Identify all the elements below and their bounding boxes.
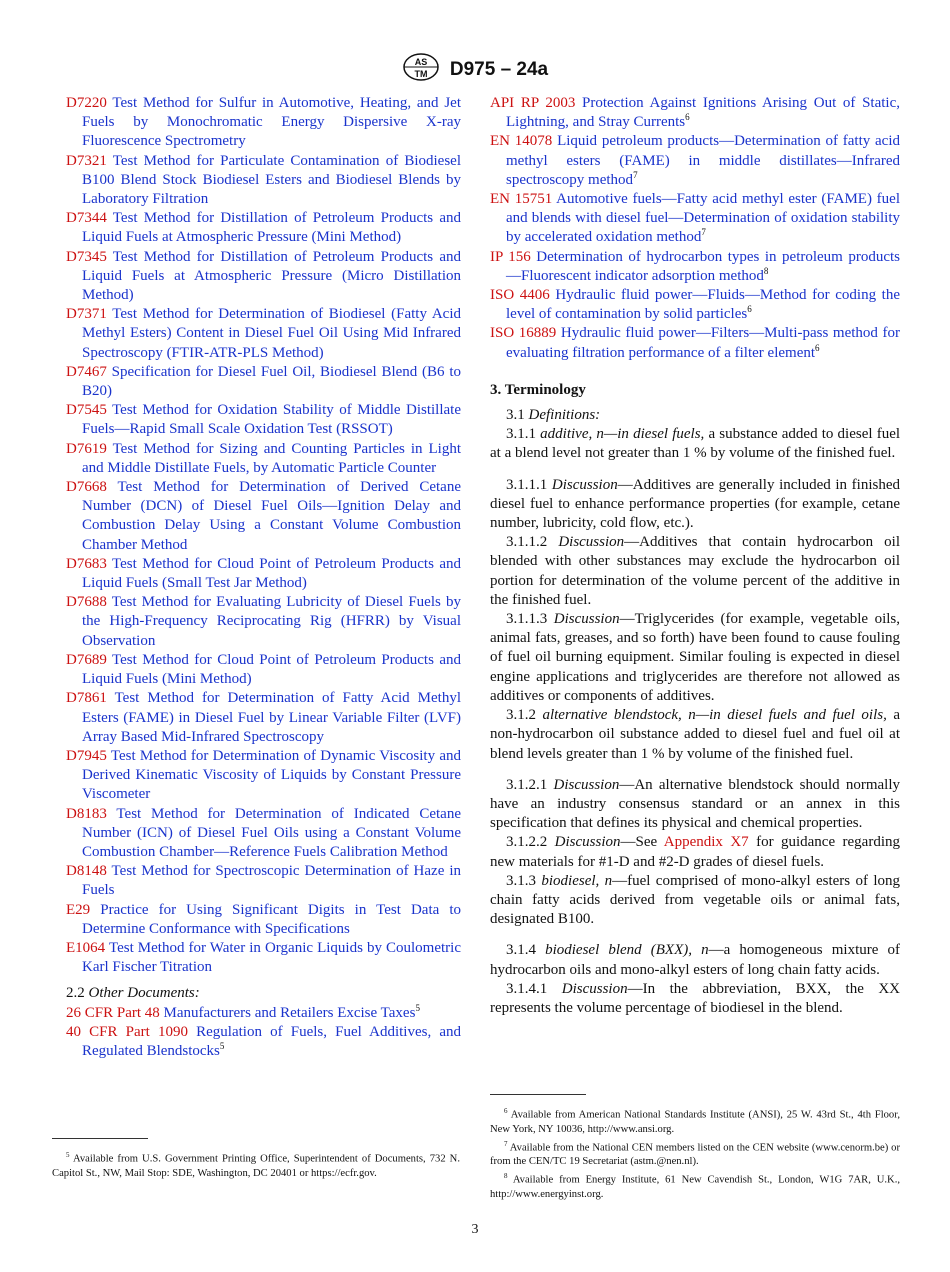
reference-item [66, 478, 461, 555]
reference-code-link[interactable]: D8183 [66, 805, 107, 822]
reference-title-link[interactable]: Test Method for Determination of Fatty Acid Methyl Esters (FAME) in Diesel Fuel by Linear Variable Filter (LVF) Array Based Mid-Infrared Spectroscopy [82, 690, 461, 745]
para-3-1-1-1: 3.1.1.1 Discussion—Additives are generally included in finished diesel fuel to enhance performance properties (for example, cetane number, lubricity, cold flow, etc.). [490, 476, 900, 532]
footnote-number: 7 [504, 1139, 508, 1148]
reference-item [66, 555, 461, 593]
reference-item [490, 286, 900, 324]
reference-title-link[interactable]: Test Method for Sizing and Counting Particles in Light and Middle Distillate Fuels, by Automatic Particle Counter [82, 440, 461, 476]
referenced-documents-list [66, 94, 461, 977]
astm-logo [402, 52, 440, 87]
reference-code-link[interactable]: D7945 [66, 747, 107, 764]
footnote-number: 6 [504, 1107, 508, 1115]
reference-code-link[interactable]: EN 14078 [490, 133, 553, 150]
reference-item [66, 901, 461, 939]
other-documents-heading [66, 984, 461, 1003]
reference-item [66, 440, 461, 478]
other-documents-num: 2.2 [66, 985, 85, 1002]
para-3-1-2: 3.1.2 alternative blendstock, n—in diesel fuels and fuel oils, a non-hydrocarbon oil substance added to diesel fuel and fuel oil at blend levels greater than 1 % by volume of the finished fuel. [490, 707, 900, 762]
reference-code-link[interactable]: D7345 [66, 248, 107, 265]
footnote [490, 1169, 900, 1202]
reference-item [66, 1004, 461, 1023]
reference-title-link[interactable]: Test Method for Determination of Biodiesel (Fatty Acid Methyl Esters) Content in Diesel Fuel Oil Using Mid Infrared Spectroscopy (FTIR-ATR-PLS Method) [82, 306, 461, 361]
footnotes-right [490, 1104, 900, 1202]
reference-code-link[interactable]: 40 CFR Part 1090 [66, 1023, 188, 1040]
reference-title-link[interactable]: Test Method for Particulate Contamination of Biodiesel B100 Blend Stock Biodiesel Esters and Biodiesel Blends by Laboratory Filtration [82, 152, 462, 208]
footnote-number: 8 [504, 1172, 508, 1181]
reference-item [66, 689, 461, 747]
reference-code-link[interactable]: D7220 [66, 95, 107, 111]
reference-code-link[interactable]: D7688 [66, 594, 107, 611]
reference-item [66, 805, 461, 863]
reference-item [66, 363, 461, 401]
reference-code-link[interactable]: 26 CFR Part 48 [66, 1004, 160, 1021]
reference-title-link[interactable]: Test Method for Determination of Derived Cetane Number (DCN) of Diesel Fuel Oils—Ignition Delay and Combustion Delay Using a Constant Volume Combustion Chamber Method [82, 479, 461, 553]
footnote-rule-right [490, 1094, 586, 1095]
reference-code-link[interactable]: ISO 4406 [490, 287, 550, 304]
footnote [490, 1137, 900, 1170]
other-documents-label: Other Documents: [88, 985, 200, 1002]
reference-item [66, 248, 461, 306]
reference-item [66, 651, 461, 689]
para-3-1-1: 3.1.1 additive, n—in diesel fuels, a substance added to diesel fuel at a blend level not greater than 1 % by volume of the finished fuel. [490, 426, 901, 462]
footnote-marker: 6 [747, 304, 752, 315]
svg-text:TM: TM [414, 69, 428, 79]
reference-item [490, 94, 900, 132]
other-standards-list [490, 94, 900, 363]
reference-title-link[interactable]: Test Method for Oxidation Stability of Middle Distillate Fuels—Rapid Small Scale Oxidation Test (RSSOT) [82, 402, 462, 438]
reference-code-link[interactable]: D7668 [66, 479, 107, 496]
footnote-text: Available from American National Standards Institute (ANSI), 25 W. 43rd St., 4th Floor, New York, NY 10036, http://www.ansi.org. [490, 1109, 900, 1135]
footnote [490, 1104, 900, 1137]
reference-code-link[interactable]: D7861 [66, 690, 107, 707]
footnote-marker: 6 [685, 112, 690, 123]
para-3-1-4-1: 3.1.4.1 Discussion—In the abbreviation, BXX, the XX represents the volume percentage of biodiesel in the blend. [490, 980, 901, 1016]
reference-title-link[interactable]: Liquid petroleum products—Determination of fatty acid methyl esters (FAME) in middle distillates—Infrared spectroscopy method [506, 133, 901, 188]
reference-code-link[interactable]: D7619 [66, 440, 107, 457]
reference-title-link[interactable]: Test Method for Water in Organic Liquids by Coulometric Karl Fischer Titration [82, 939, 461, 976]
reference-item [490, 190, 900, 248]
other-documents-list [66, 1004, 461, 1062]
reference-title-link[interactable]: Practice for Using Significant Digits in Test Data to Determine Conformance with Specifications [82, 901, 461, 937]
para-3-1: 3.1 Definitions: [506, 407, 601, 424]
reference-code-link[interactable]: API RP 2003 [490, 95, 576, 111]
terminology-heading: 3. Terminology [490, 381, 586, 398]
reference-code-link[interactable]: D7545 [66, 402, 107, 419]
reference-item [66, 862, 461, 900]
reference-code-link[interactable]: D7689 [66, 651, 107, 668]
reference-item [66, 1023, 461, 1061]
footnote-marker: 7 [633, 169, 638, 180]
svg-text:AS: AS [414, 57, 428, 67]
appendix-x7-link[interactable]: Appendix X7 [663, 834, 749, 851]
reference-item [66, 94, 461, 152]
reference-title-link[interactable]: Test Method for Cloud Point of Petroleum Products and Liquid Fuels (Small Test Jar Method) [82, 555, 461, 592]
reference-title-link[interactable]: Automotive fuels—Fatty acid methyl ester (FAME) fuel and blends with diesel fuel—Determination of oxidation stability by accelerated oxidation method [506, 191, 900, 246]
left-column [66, 94, 461, 1061]
reference-title-link[interactable]: Test Method for Determination of Indicated Cetane Number (ICN) of Diesel Fuel Oils using a Constant Volume Combustion Chamber—Reference Fuels Calibration Method [82, 805, 461, 860]
footnote [52, 1148, 460, 1181]
footnote-text: Available from U.S. Government Printing Office, Superintendent of Documents, 732 N. Capitol St., NW, Mail Stop: SDE, Washington, DC 20401 or https://ecfr.gov. [52, 1153, 460, 1179]
reference-title-link[interactable]: Test Method for Spectroscopic Determination of Haze in Fuels [82, 863, 461, 899]
reference-code-link[interactable]: IP 156 [490, 248, 531, 265]
footnote-marker: 6 [815, 342, 820, 353]
para-3-1-2-1: 3.1.2.1 Discussion—An alternative blendstock should normally have an industry consensus standard or an annex in this specification that defines its physical and chemical properties. [490, 776, 901, 832]
reference-item [490, 324, 900, 362]
reference-item [66, 305, 461, 363]
reference-title-link[interactable]: Determination of hydrocarbon types in petroleum products—Fluorescent indicator adsorption method [506, 248, 900, 284]
para-3-1-1-3: 3.1.1.3 Discussion—Triglycerides (for example, vegetable oils, animal fats, greases, and so forth) have been found to cause fouling of fuel oil burning equipment. Similar fouling is expected in diesel engine applications and triglycerides are therefore not allowed as additives or components of additives. [490, 611, 901, 704]
reference-title-link[interactable]: Test Method for Evaluating Lubricity of Diesel Fuels by the High-Frequency Reciprocating Rig (HFRR) by Visual Observation [82, 594, 461, 649]
reference-title-link[interactable]: Test Method for Sulfur in Automotive, Heating, and Jet Fuels by Monochromatic Energy Dispersive X-ray Fluorescence Spectrometry [82, 95, 461, 150]
reference-title-link[interactable]: Test Method for Cloud Point of Petroleum Products and Liquid Fuels (Mini Method) [82, 651, 461, 688]
reference-code-link[interactable]: E29 [66, 901, 91, 918]
para-3-1-4: 3.1.4 biodiesel blend (BXX), n—a homogeneous mixture of hydrocarbon oils and mono-alkyl esters of long chain fatty acids. [490, 942, 900, 978]
reference-title-link[interactable]: Test Method for Distillation of Petroleum Products and Liquid Fuels at Atmospheric Pressure (Micro Distillation Method) [82, 248, 461, 304]
reference-title-link[interactable]: Manufacturers and Retailers Excise Taxes [163, 1004, 416, 1021]
reference-title-link[interactable]: Hydraulic fluid power—Fluids—Method for coding the level of contamination by solid particles [506, 287, 901, 323]
reference-title-link[interactable]: Regulation of Fuels, Fuel Additives, and Regulated Blendstocks [82, 1023, 462, 1059]
reference-item [66, 401, 461, 439]
reference-title-link[interactable]: Test Method for Determination of Dynamic Viscosity and Derived Kinematic Viscosity of Liquids by Constant Pressure Viscometer [82, 747, 462, 803]
reference-item [66, 939, 461, 977]
footnote-number: 5 [66, 1151, 70, 1159]
reference-title-link[interactable]: Protection Against Ignitions Arising Out of Static, Lightning, and Stray Currents [506, 95, 901, 131]
footnote-marker: 5 [415, 1002, 420, 1013]
reference-code-link[interactable]: D7467 [66, 363, 107, 380]
right-column [490, 94, 900, 1018]
footnote-marker: 5 [219, 1040, 225, 1051]
reference-code-link[interactable]: EN 15751 [490, 191, 553, 208]
reference-code-link[interactable]: D7321 [66, 152, 107, 169]
reference-code-link[interactable]: D7371 [66, 306, 107, 323]
reference-item [66, 747, 461, 805]
page-number: 3 [471, 1222, 479, 1237]
reference-title-link[interactable]: Test Method for Distillation of Petroleum Products and Liquid Fuels at Atmospheric Pressure (Mini Method) [82, 210, 461, 246]
reference-code-link[interactable]: D8148 [66, 863, 107, 880]
footnote-marker: 7 [701, 227, 706, 238]
footnote-text: Available from Energy Institute, 61 New Cavendish St., London, W1G 7AR, U.K., http://www.energyinst.org. [490, 1174, 900, 1200]
para-3-1-3: 3.1.3 biodiesel, n—fuel comprised of mono-alkyl esters of long chain fatty acids derived from vegetable oils or animal fats, designated B100. [490, 872, 901, 928]
reference-code-link[interactable]: D7683 [66, 555, 107, 572]
reference-code-link[interactable]: E1064 [66, 939, 106, 956]
reference-item [490, 132, 900, 190]
para-3-1-1-2: 3.1.1.2 Discussion—Additives that contain hydrocarbon oil blended with other substances may exclude the hydrocarbon oil portion for determination of the volume percent of the additive in the finished fuel. [490, 534, 900, 608]
para-3-1-2-2: 3.1.2.2 Discussion—See Appendix X7 for guidance regarding new materials for #1-D and #2-D grades of diesel fuels. [490, 834, 900, 870]
reference-code-link[interactable]: ISO 16889 [490, 325, 557, 342]
reference-item [66, 209, 461, 247]
footnote-text: Available from the National CEN members listed on the CEN website (www.cenorm.be) or from the CEN/TC 19 Secretariat (astm.@nen.nl). [490, 1142, 900, 1168]
footnote-marker: 8 [763, 265, 769, 276]
footnote-rule-left [52, 1138, 148, 1139]
reference-title-link[interactable]: Specification for Diesel Fuel Oil, Biodiesel Blend (B6 to B20) [82, 363, 461, 400]
reference-item [490, 248, 900, 286]
page-header [0, 52, 950, 87]
reference-title-link[interactable]: Hydraulic fluid power—Filters—Multi-pass method for evaluating filtration performance of a filter element [506, 325, 901, 361]
reference-item [66, 152, 461, 210]
reference-code-link[interactable]: D7344 [66, 210, 107, 227]
reference-item [66, 593, 461, 651]
footnotes-left [52, 1148, 460, 1181]
document-code: D975 – 24a [449, 58, 549, 80]
